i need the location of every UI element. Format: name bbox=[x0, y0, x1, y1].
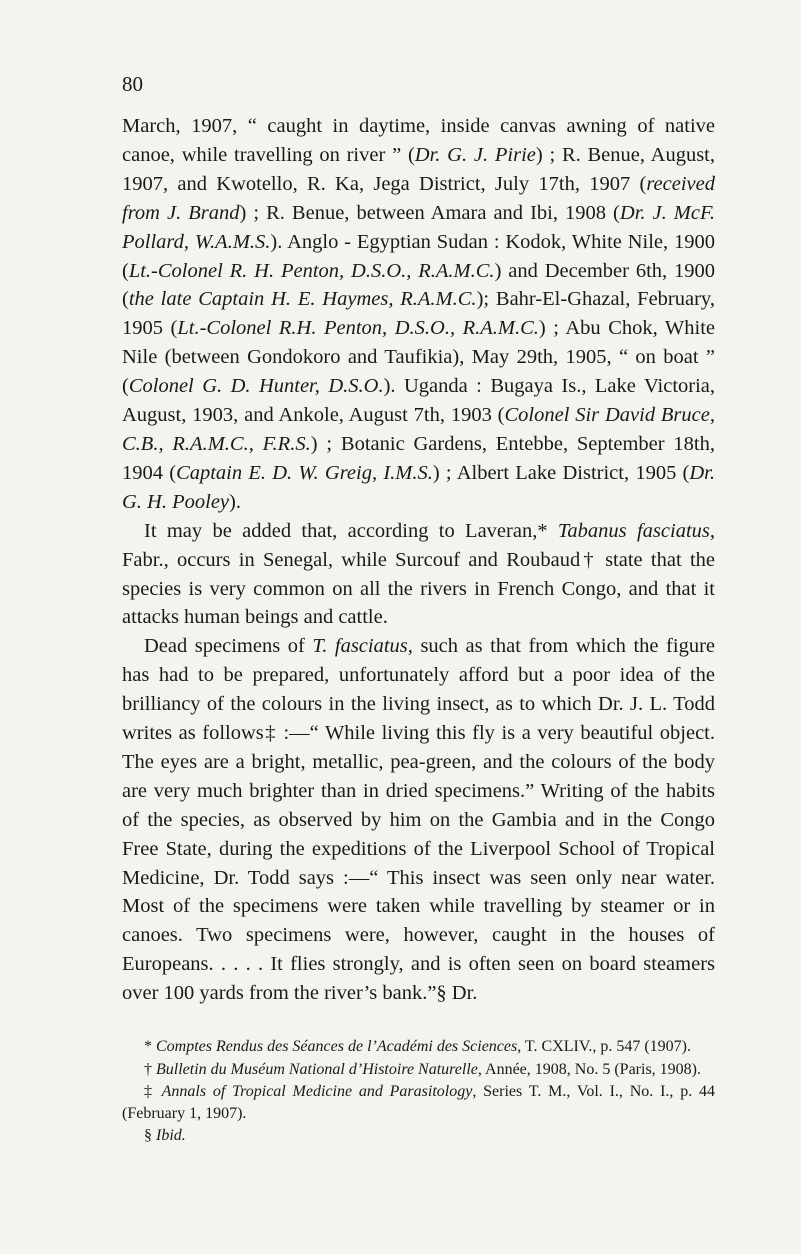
paragraph-3: Dead specimens of T. fasciatus, such as that from which the figure has had to be prepared, unfortunately afford but a poor idea of the brilliancy of the colours in the living insect, as to which Dr. J. L. Todd writes as follows‡ :—“ While living this fly is a very beautiful object. The eyes are a bright, metallic, pea-green, and the colours of the body are very much brighter than in dried specimens.” Writing of the habits of the species, as observed by him on the Gambia and in the Congo Free State, during the expeditions of the Liverpool School of Tropical Medicine, Dr. Todd says :—“ This insect was seen only near water. Most of the specimens were taken while travelling by steamer or in canoes. Two specimens were, however, caught in the houses of Europeans. . . . . It flies strongly, and is often seen on board steamers over 100 yards from the river’s bank.”§ Dr. bbox=[122, 635, 715, 1005]
page-number: 80 bbox=[122, 72, 143, 96]
paragraph-2: It may be added that, according to Laveran,* Tabanus fasciatus, Fabr., occurs in Senegal, while Surcouf and Roubaud† state that the species is very common on all the rivers in French Congo, and that it attacks human beings and cattle. bbox=[122, 519, 715, 629]
footnote-2: † Bulletin du Muséum National d’Histoire Naturelle, Année, 1908, No. 5 (Paris, 1908). bbox=[144, 1060, 701, 1078]
paragraph-1: March, 1907, “ caught in daytime, inside canvas awning of native canoe, while travelling on river ” (Dr. G. J. Pirie) ; R. Benue, August, 1907, and Kwotello, R. Ka, Jega District, July 17th, 1907 (received from J. Brand) ; R. Benue, between Amara and Ibi, 1908 (Dr. J. McF. Pollard, W.A.M.S.). Anglo - Egyptian Sudan : Kodok, White Nile, 1900 (Lt.-Colonel R. H. Penton, D.S.O., R.A.M.C.) and December 6th, 1900 (the late Captain H. E. Haymes, R.A.M.C.); Bahr-El-Ghazal, February, 1905 (Lt.-Colonel R.H. Penton, D.S.O., R.A.M.C.) ; Abu Chok, White Nile (between Gondokoro and Taufikia), May 29th, 1905, “ on boat ” (Colonel G. D. Hunter, D.S.O.). Uganda : Bugaya Is., Lake Victoria, August, 1903, and Ankole, August 7th, 1903 (Colonel Sir David Bruce, C.B., R.A.M.C., F.R.S.) ; Botanic Gardens, Entebbe, September 18th, 1904 (Captain E. D. W. Greig, I.M.S.) ; Albert Lake District, 1905 (Dr. G. H. Pooley). bbox=[122, 115, 716, 513]
footnote-3: ‡ Annals of Tropical Medicine and Parasitology, Series T. M., Vol. I., No. I., p. 44 (February 1, 1907). bbox=[122, 1083, 716, 1122]
footnotes bbox=[122, 1036, 715, 1148]
footnote-1: * Comptes Rendus des Séances de l’Académi des Sciences, T. CXLIV., p. 547 (1907). bbox=[144, 1038, 691, 1055]
body-text bbox=[122, 112, 715, 1008]
footnote-4: § Ibid. bbox=[144, 1127, 186, 1144]
